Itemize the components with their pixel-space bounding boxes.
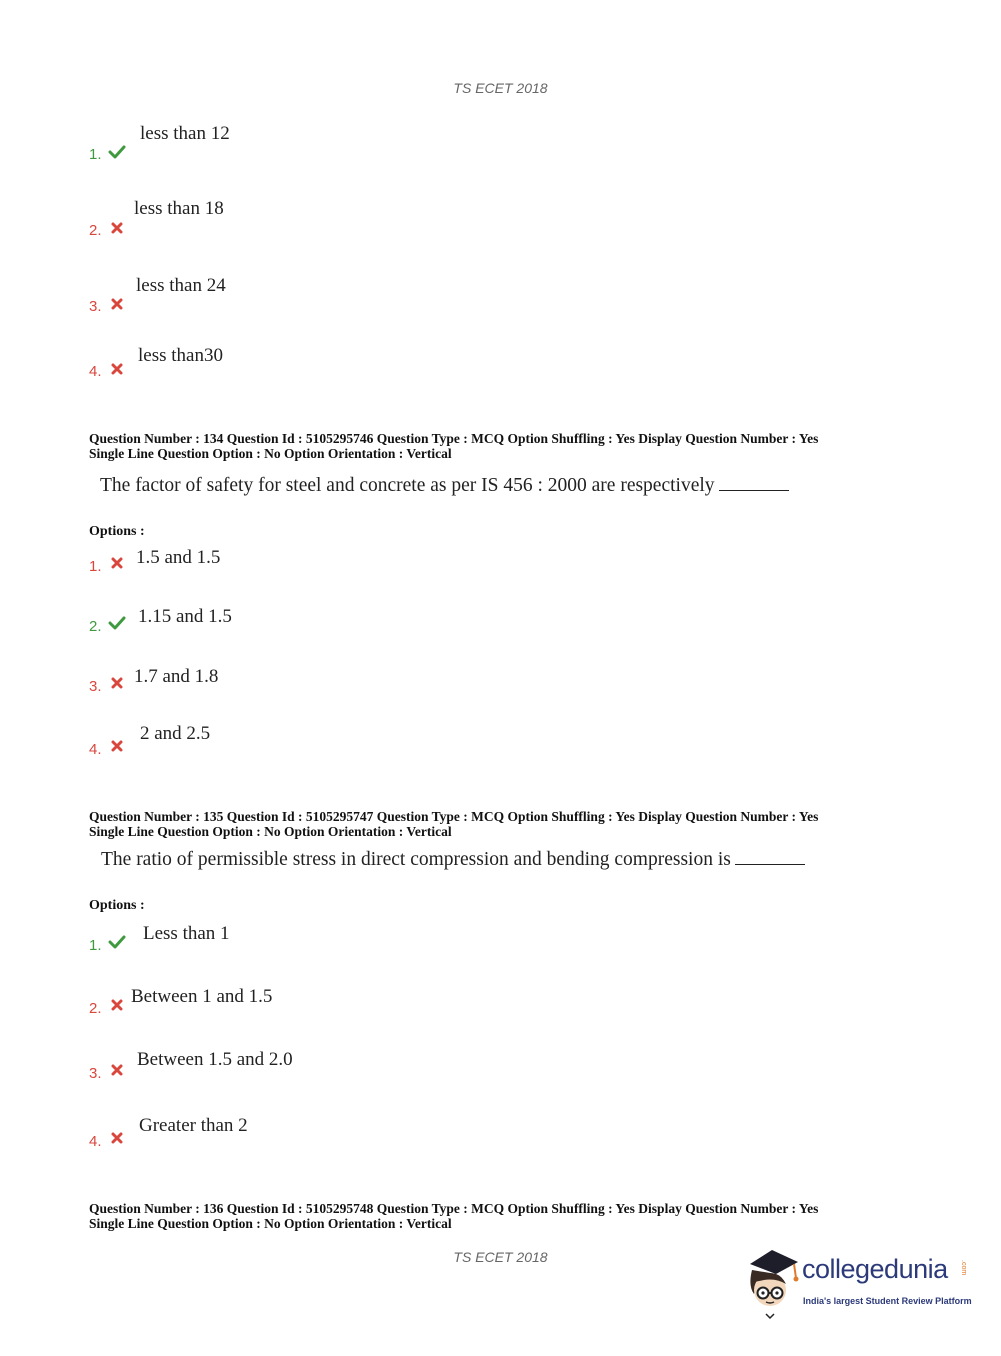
option-text: 2 and 2.5 (140, 723, 211, 744)
options-label: Options : (89, 524, 145, 539)
question-134-text (100, 475, 789, 497)
logo-suffix: .com (960, 1260, 967, 1276)
question-134-meta (89, 431, 909, 461)
option-number: 4. (89, 363, 102, 380)
question-135-meta (89, 809, 909, 839)
option-number: 4. (89, 741, 102, 758)
question-135-text (101, 849, 805, 871)
option-number: 3. (89, 1065, 102, 1082)
check-icon (108, 934, 126, 950)
question-meta-line-2: Single Line Question Option : No Option Orientation : Vertical (89, 446, 452, 461)
option-text: 1.15 and 1.5 (138, 606, 232, 627)
mascot-icon (742, 1248, 802, 1320)
logo-wordmark: collegedunia (802, 1254, 948, 1284)
cross-icon (110, 739, 128, 755)
page-footer: TS ECET 2018 (453, 1249, 548, 1265)
question-meta-line-2: Single Line Question Option : No Option Orientation : Vertical (89, 1216, 452, 1231)
logo-tagline: India's largest Student Review Platform (803, 1296, 972, 1306)
question-meta-line-1: Question Number : 136 Question Id : 5105295748 Question Type : MCQ Option Shuffling : Yes Display Question Number : Yes (89, 1201, 819, 1216)
cross-icon (110, 1131, 128, 1147)
option-text: 1.5 and 1.5 (136, 547, 221, 568)
option-number: 3. (89, 298, 102, 315)
answer-blank (719, 490, 789, 491)
option-text: less than 12 (140, 123, 230, 144)
option-text: less than30 (138, 345, 223, 366)
question-text: The ratio of permissible stress in direct compression and bending compression is (101, 849, 731, 870)
option-text: Less than 1 (143, 923, 230, 944)
cross-icon (110, 362, 128, 378)
answer-blank (735, 864, 805, 865)
check-icon (108, 144, 126, 160)
question-meta-line-1: Question Number : 135 Question Id : 5105295747 Question Type : MCQ Option Shuffling : Yes Display Question Number : Yes (89, 809, 819, 824)
question-meta-line-2: Single Line Question Option : No Option Orientation : Vertical (89, 824, 452, 839)
cross-icon (110, 676, 128, 692)
option-text: 1.7 and 1.8 (134, 666, 219, 687)
cross-icon (110, 297, 128, 313)
option-number: 1. (89, 146, 102, 163)
option-number: 4. (89, 1133, 102, 1150)
question-meta-line-1: Question Number : 134 Question Id : 5105295746 Question Type : MCQ Option Shuffling : Yes Display Question Number : Yes (89, 431, 819, 446)
option-text: Greater than 2 (139, 1115, 248, 1136)
option-number: 2. (89, 618, 102, 635)
question-text: The factor of safety for steel and concrete as per IS 456 : 2000 are respectively (100, 475, 715, 496)
options-label: Options : (89, 898, 145, 913)
option-number: 1. (89, 937, 102, 954)
option-number: 3. (89, 678, 102, 695)
option-text: less than 24 (136, 275, 226, 296)
option-text: Between 1.5 and 2.0 (137, 1049, 293, 1070)
cross-icon (110, 1063, 128, 1079)
cross-icon (110, 556, 128, 572)
option-text: Between 1 and 1.5 (131, 986, 273, 1007)
option-number: 1. (89, 558, 102, 575)
collegedunia-logo (742, 1248, 972, 1320)
option-number: 2. (89, 222, 102, 239)
cross-icon (110, 998, 128, 1014)
cross-icon (110, 221, 128, 237)
page-header: TS ECET 2018 (453, 80, 548, 96)
question-136-meta (89, 1201, 909, 1231)
option-number: 2. (89, 1000, 102, 1017)
check-icon (108, 615, 126, 631)
option-text: less than 18 (134, 198, 224, 219)
